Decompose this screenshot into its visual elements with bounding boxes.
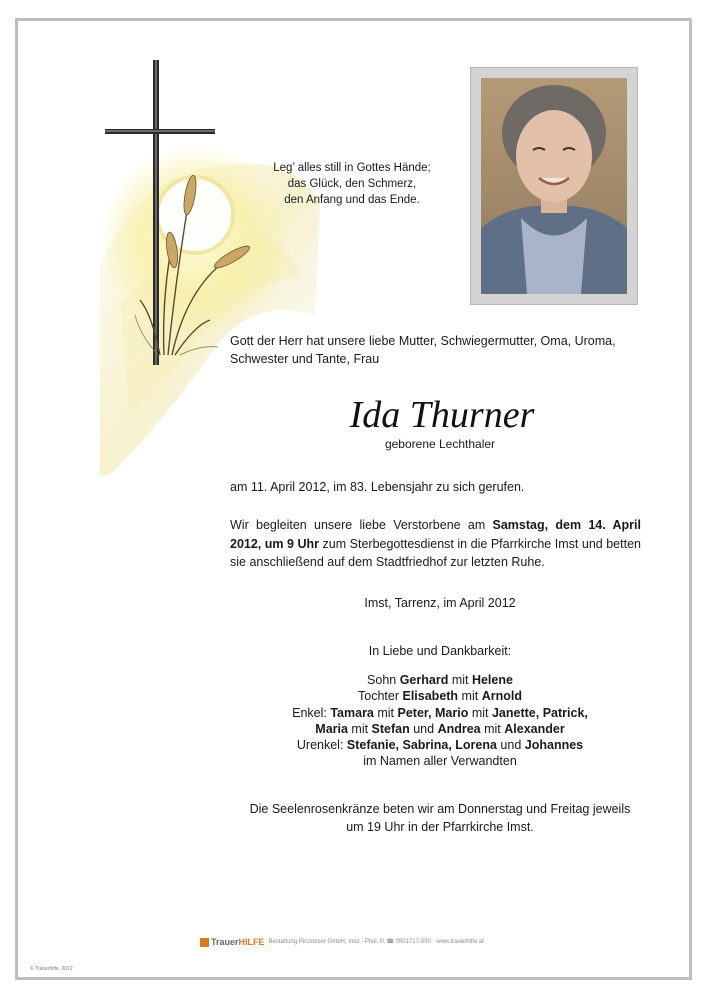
text: mit — [468, 705, 492, 720]
deceased-name: Ida Thurner — [349, 394, 535, 436]
verse-line: den Anfang und das Ende. — [284, 194, 420, 206]
funeral-service-text — [230, 516, 641, 572]
family-member: Peter, Mario — [397, 705, 469, 720]
family-member: Maria — [315, 721, 348, 736]
text: Enkel: — [292, 705, 331, 720]
family-member: Alexander — [504, 721, 565, 736]
family-line — [230, 705, 650, 721]
family-member: Helene — [471, 673, 513, 687]
service-text: zum Sterbegottesdienst in die Pfarrkirche Imst und betten sie anschließend auf dem Stadtfriedhof zur letzten Ruhe. — [230, 536, 641, 569]
family-line — [230, 672, 650, 688]
rosary-line: um 19 Uhr in der Pfarrkirche Imst. — [346, 820, 534, 834]
logo-text-accent: HILFE — [238, 937, 265, 947]
thanks-heading: In Liebe und Dankbarkeit: — [368, 644, 512, 658]
family-line: im Namen aller Verwandten — [363, 754, 517, 769]
verse-line: das Glück, den Schmerz, — [287, 178, 417, 190]
portrait-illustration — [481, 78, 627, 294]
family-line — [230, 688, 650, 704]
text: und — [409, 721, 438, 736]
copyright: © Trauerhilfe, 2012 — [30, 966, 73, 972]
family-member: Arnold — [481, 689, 522, 704]
text: mit — [480, 721, 505, 736]
family-member: Gerhard — [399, 673, 449, 687]
text: Urenkel: — [296, 738, 347, 753]
family-list — [230, 672, 650, 770]
service-text: Wir begleiten unsere liebe Verstorbene am — [230, 518, 493, 532]
portrait-frame — [470, 67, 638, 305]
text: mit — [448, 673, 472, 687]
family-member: Elisabeth — [402, 689, 459, 704]
text: Tochter — [358, 689, 403, 704]
rosary-notice — [218, 800, 662, 836]
family-line — [230, 721, 650, 737]
text: und — [496, 738, 525, 753]
family-member: Janette, Patrick, — [491, 705, 588, 720]
logo-text: Trauer — [211, 937, 239, 947]
verse-line: Leg’ alles still in Gottes Hände; — [273, 162, 431, 174]
place-and-date: Imst, Tarrenz, im April 2012 — [364, 596, 516, 610]
family-member: Andrea — [437, 721, 481, 736]
family-member: Stefanie, Sabrina, Lorena — [346, 738, 497, 753]
memorial-verse — [262, 160, 442, 208]
family-member: Johannes — [524, 738, 584, 753]
footer — [200, 935, 540, 949]
rosary-line: Die Seelenrosenkränze beten wir am Donnerstag und Freitag jeweils — [249, 802, 631, 816]
announcement-intro — [230, 332, 650, 368]
portrait-photo — [481, 78, 627, 294]
text: Sohn — [367, 673, 400, 687]
footer-info: Bestattung Pircmoser GmbH, Imst - Pfeil, P. ☎ 0501717-550 · www.trauerhilfe.at — [268, 939, 484, 945]
service-date: Samstag, dem 14. April 2012, um 9 Uhr — [230, 518, 641, 551]
intro-line: Gott der Herr hat unsere liebe Mutter, Schwiegermutter, Oma, Uroma, — [230, 334, 616, 348]
family-member: Tamara — [330, 705, 374, 720]
family-member: Stefan — [371, 721, 410, 736]
text: mit — [373, 705, 398, 720]
birth-name: geborene Lechthaler — [384, 437, 496, 451]
intro-line: Schwester und Tante, Frau — [230, 352, 380, 366]
family-line — [230, 737, 650, 753]
date-of-death: am 11. April 2012, im 83. Lebensjahr zu sich gerufen. — [230, 480, 525, 494]
trauerhilfe-logo-icon — [200, 938, 209, 947]
text: mit — [347, 721, 372, 736]
cross-wheat-artwork — [100, 55, 320, 485]
text: mit — [458, 689, 482, 704]
